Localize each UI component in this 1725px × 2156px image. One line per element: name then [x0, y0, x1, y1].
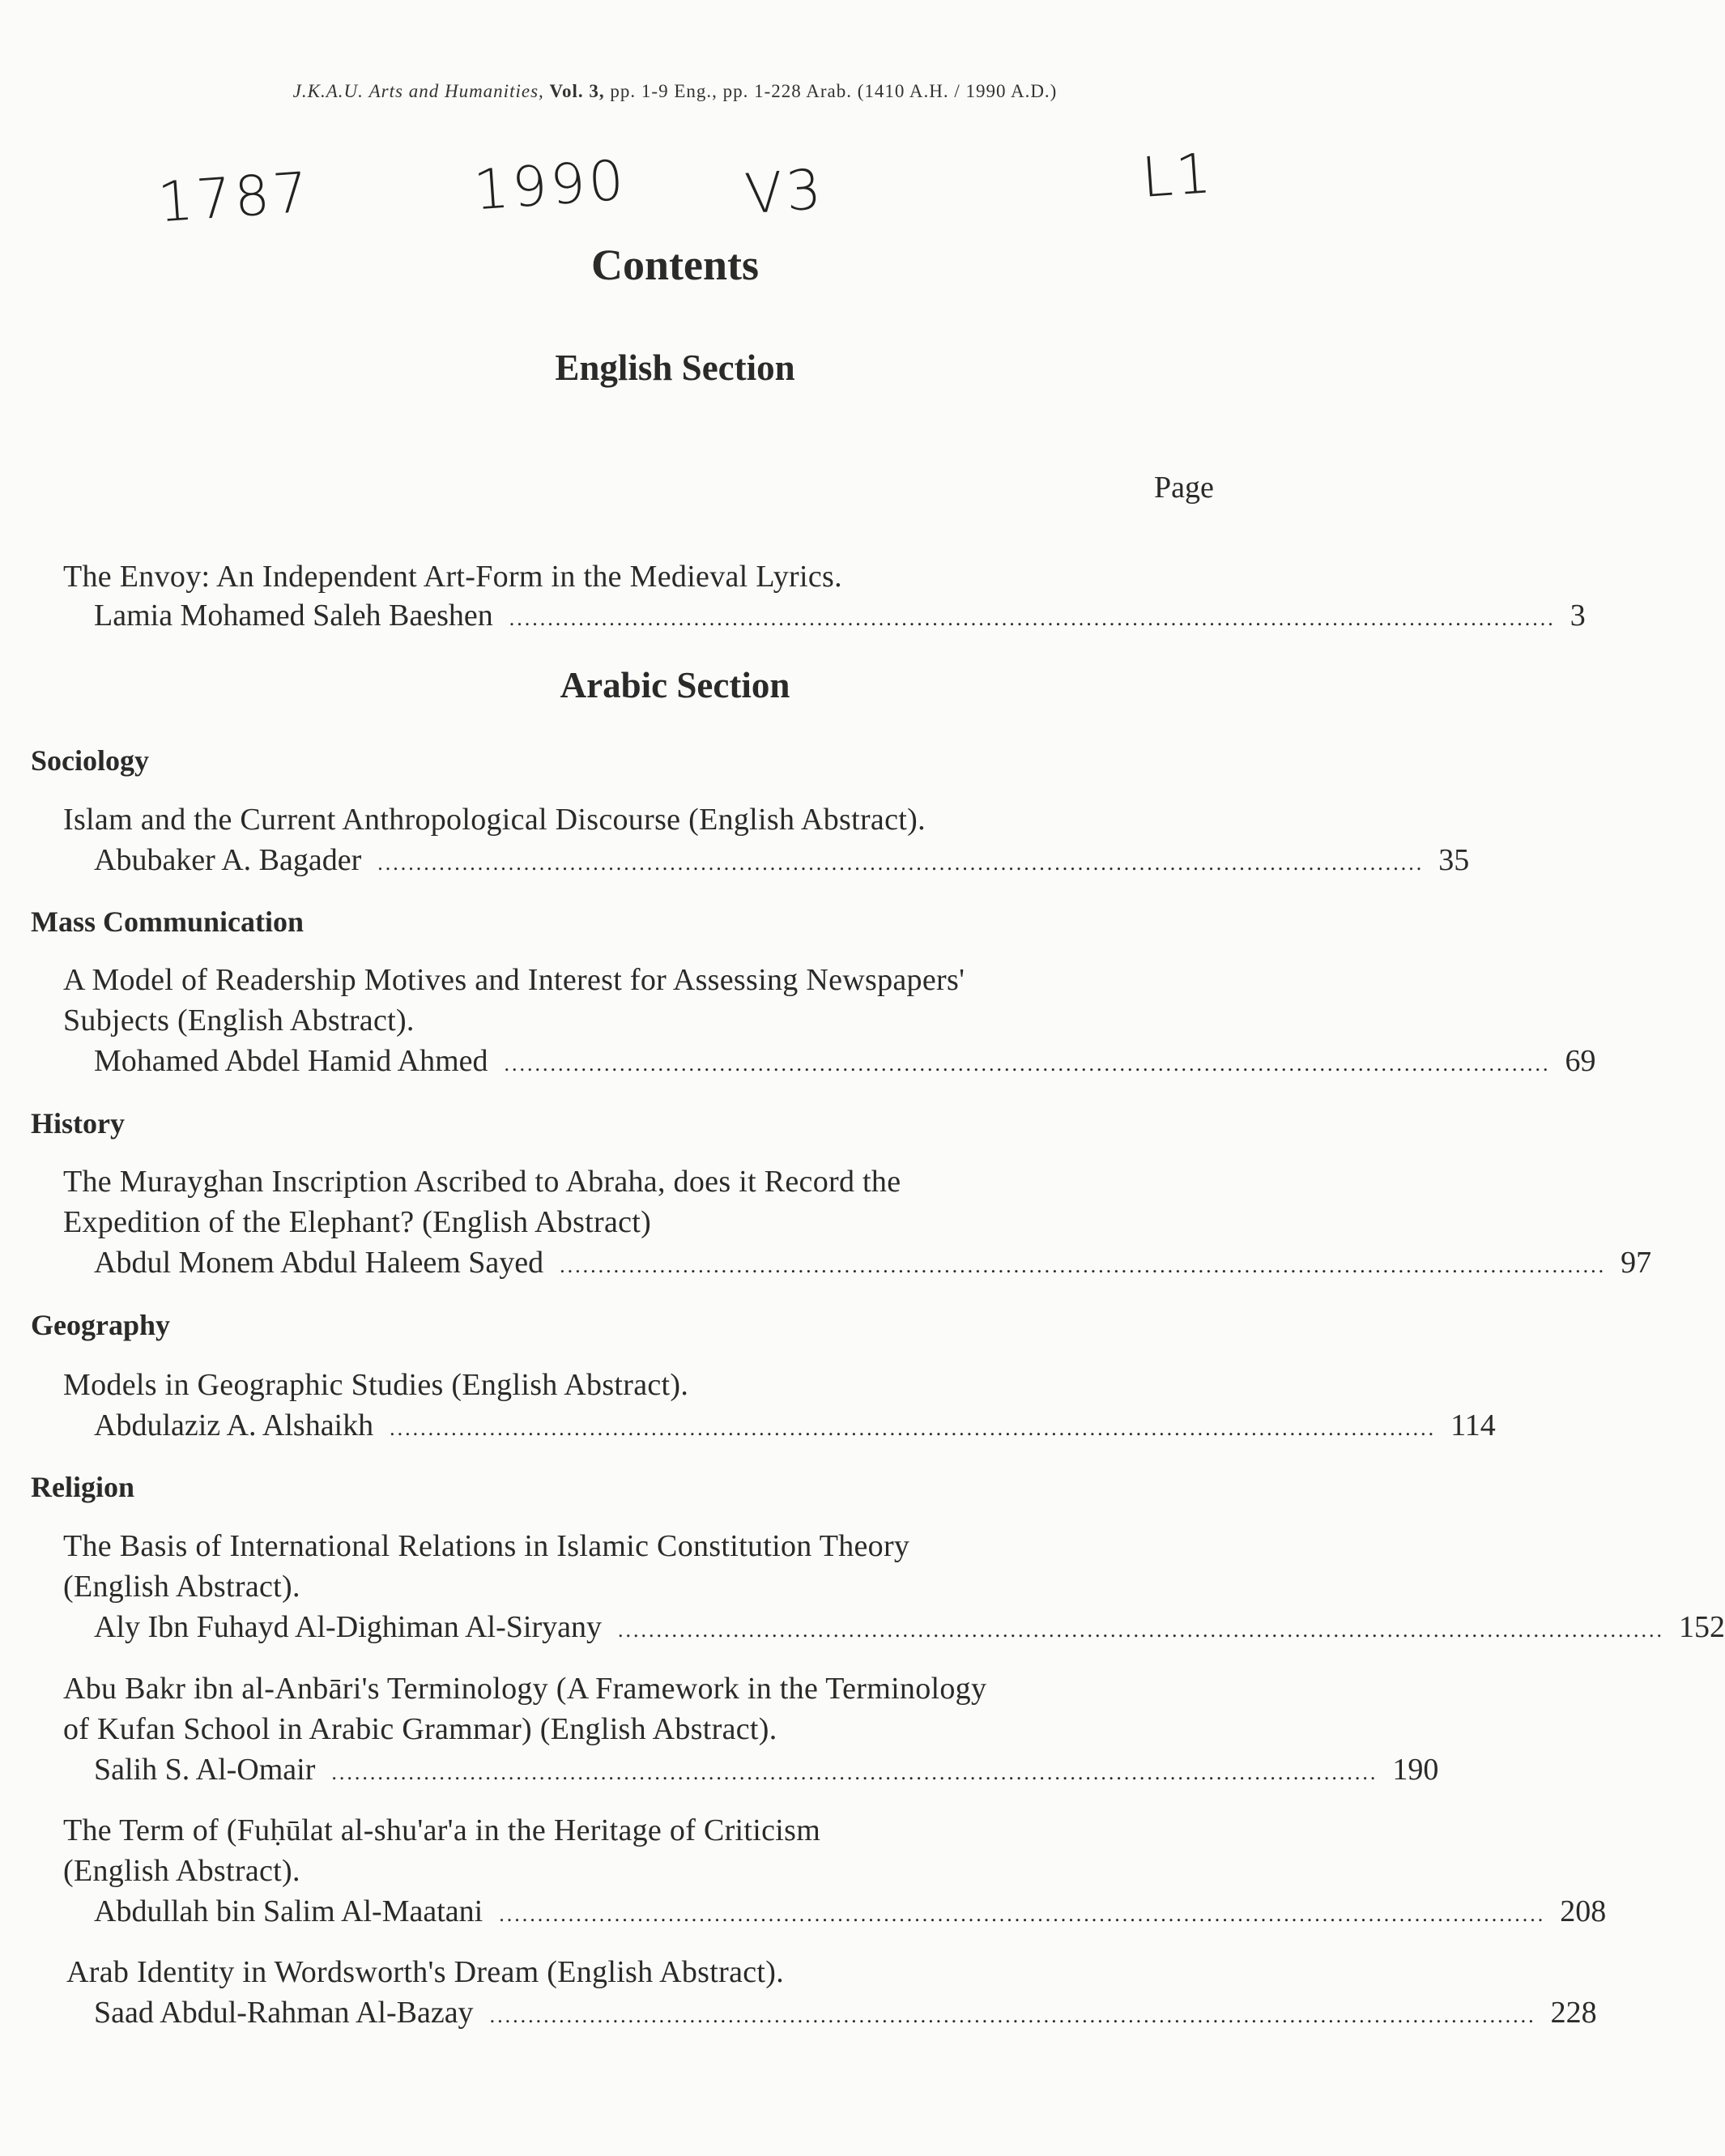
leader-dots: ........................................................................................................................................ — [377, 851, 1425, 875]
entry-author-line — [94, 1995, 1597, 2030]
category-heading: History — [31, 1107, 125, 1140]
entry-page: 97 — [1621, 1246, 1652, 1280]
entry-author: Abdullah bin Salim Al-Maatani — [94, 1894, 483, 1928]
entry-author: Abdul Monem Abdul Haleem Sayed — [94, 1246, 544, 1280]
entry-author-line — [94, 1752, 1439, 1787]
handwritten-note: 1990 — [471, 148, 629, 224]
entry-title-line: Abu Bakr ibn al-Anbāri's Terminology (A Framework in the Terminology — [63, 1672, 987, 1706]
entry-page: 114 — [1450, 1408, 1496, 1442]
entry-author-line — [94, 1245, 1652, 1280]
entry-author-line — [94, 1894, 1607, 1929]
entry-title-line: Expedition of the Elephant? (English Abstract) — [63, 1205, 652, 1239]
entry-author-line — [94, 598, 1586, 633]
entry-title-line: Models in Geographic Studies (English Abstract). — [63, 1368, 689, 1402]
leader-dots: ........................................................................................................................................ — [617, 1618, 1664, 1642]
entry-author: Lamia Mohamed Saleh Baeshen — [94, 599, 493, 633]
journal-series: Arts and Humanities, — [368, 81, 544, 101]
entry-title-line: (English Abstract). — [63, 1854, 300, 1888]
entry-title-line: The Envoy: An Independent Art-Form in the Medieval Lyrics. — [63, 560, 842, 594]
entry-author: Salih S. Al-Omair — [94, 1753, 316, 1787]
page-column-label: Page — [1154, 471, 1214, 505]
entry-title-line: Islam and the Current Anthropological Discourse (English Abstract). — [63, 803, 926, 837]
category-heading: Sociology — [31, 744, 150, 777]
entry-title-line: of Kufan School in Arabic Grammar) (English Abstract). — [63, 1712, 777, 1746]
handwritten-note: V3 — [743, 157, 827, 228]
entry-title-line: (English Abstract). — [63, 1570, 300, 1604]
entry-page: 228 — [1550, 1996, 1597, 2030]
journal-volume: Vol. 3, — [549, 81, 605, 101]
entry-title-line: The Basis of International Relations in Islamic Constitution Theory — [63, 1529, 910, 1563]
entry-author-line — [94, 1043, 1596, 1079]
leader-dots: ........................................................................................................................................ — [504, 1052, 1551, 1076]
entry-page: 190 — [1392, 1753, 1439, 1787]
journal-header — [0, 81, 1350, 102]
category-heading: Mass Communication — [31, 905, 305, 938]
leader-dots: ........................................................................................................................................ — [509, 607, 1556, 630]
entry-page: 3 — [1570, 599, 1586, 633]
handwritten-note: 1787 — [155, 160, 313, 236]
entry-page: 152 — [1678, 1610, 1725, 1644]
entry-title-line: A Model of Readership Motives and Interest for Assessing Newspapers' — [63, 963, 965, 997]
leader-dots: ........................................................................................................................................ — [489, 2004, 1536, 2027]
entry-page: 35 — [1438, 843, 1470, 877]
entry-author: Abubaker A. Bagader — [94, 843, 362, 877]
entry-author: Mohamed Abdel Hamid Ahmed — [94, 1044, 488, 1078]
entry-author: Abdulaziz A. Alshaikh — [94, 1408, 374, 1442]
entry-author-line — [94, 842, 1470, 878]
entry-author-line — [94, 1408, 1496, 1443]
entry-author: Saad Abdul-Rahman Al-Bazay — [94, 1996, 474, 2030]
handwritten-note: L1 — [1139, 141, 1216, 211]
entry-author: Aly Ibn Fuhayd Al-Dighiman Al-Siryany — [94, 1610, 602, 1644]
entry-title-line: The Murayghan Inscription Ascribed to Abraha, does it Record the — [63, 1165, 901, 1199]
entry-title-line: Subjects (English Abstract). — [63, 1003, 415, 1038]
leader-dots: ........................................................................................................................................ — [331, 1761, 1378, 1784]
entry-page: 69 — [1565, 1044, 1596, 1078]
english-section-heading: English Section — [555, 347, 795, 388]
journal-pages: pp. 1-9 Eng., pp. 1-228 Arab. (1410 A.H. / 1990 A.D.) — [610, 81, 1058, 101]
leader-dots: ........................................................................................................................................ — [390, 1417, 1437, 1440]
entry-title-line: The Term of (Fuḥūlat al-shu'ar'a in the Heritage of Criticism — [63, 1813, 821, 1847]
arabic-section-heading: Arabic Section — [560, 665, 790, 705]
category-heading: Geography — [31, 1309, 171, 1341]
leader-dots: ........................................................................................................................................ — [499, 1902, 1546, 1926]
entry-author-line — [94, 1609, 1725, 1645]
leader-dots: ........................................................................................................................................ — [560, 1254, 1607, 1277]
entry-page: 208 — [1560, 1894, 1607, 1928]
entry-title-line: Arab Identity in Wordsworth's Dream (English Abstract). — [66, 1955, 785, 1989]
category-heading: Religion — [31, 1471, 135, 1503]
page-title: Contents — [590, 241, 759, 289]
journal-abbrev: J.K.A.U. — [292, 81, 364, 101]
